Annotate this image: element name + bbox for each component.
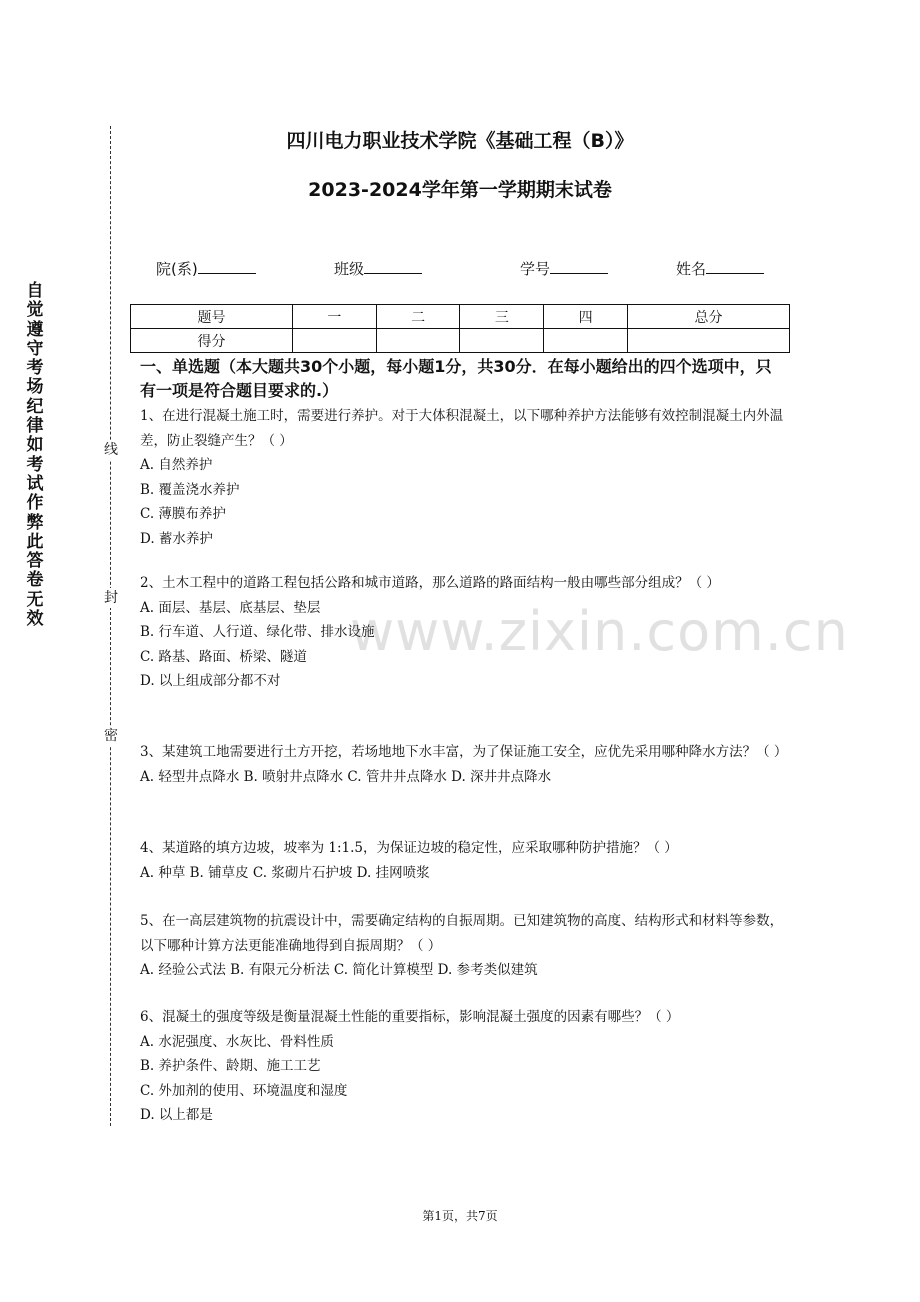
score-cell[interactable] — [628, 329, 790, 353]
question-option: C. 外加剂的使用、环境温度和湿度 — [140, 1082, 348, 1099]
question-4 — [140, 836, 785, 885]
department-label: 院(系) — [156, 260, 198, 278]
score-header-cell: 题号 — [131, 305, 293, 329]
score-header-cell: 四 — [544, 305, 628, 329]
question-option: C. 路基、路面、桥梁、隧道 — [140, 648, 307, 665]
score-header-cell: 一 — [292, 305, 376, 329]
question-option: C. 薄膜布养护 — [140, 506, 226, 522]
question-option: D. 以上组成部分都不对 — [140, 673, 281, 689]
question-option: A. 面层、基层、底基层、垫层 — [140, 599, 321, 616]
question-option: D. 蓄水养护 — [140, 530, 213, 547]
question-option: A. 种草 B. 铺草皮 C. 浆砌片石护坡 D. 挂网喷浆 — [140, 864, 430, 881]
seal-dashed-line — [110, 126, 111, 1126]
page-footer: 第1页，共7页 — [422, 1209, 498, 1223]
student-id-blank — [550, 259, 608, 274]
question-option: B. 覆盖浇水养护 — [140, 481, 240, 498]
seal-mark-secret: 密 — [104, 728, 118, 744]
watermark: www.zixin.com.cn — [350, 600, 849, 663]
seal-mark-line: 线 — [104, 442, 118, 458]
question-option: A. 经验公式法 B. 有限元分析法 C. 简化计算模型 D. 参考类似建筑 — [140, 962, 538, 978]
question-option: A. 轻型井点降水 B. 喷射井点降水 C. 管井井点降水 D. 深井井点降水 — [140, 768, 552, 785]
question-1 — [140, 404, 785, 551]
class-label: 班级 — [334, 260, 365, 278]
question-6 — [140, 1005, 785, 1128]
score-table — [130, 304, 790, 353]
score-header-cell: 三 — [460, 305, 544, 329]
exam-title: 四川电力职业技术学院《基础工程（B）》 — [286, 130, 634, 152]
question-stem: 4、某道路的填方边坡，坡率为 1:1.5，为保证边坡的稳定性，应采取哪种防护措施？（ ） — [140, 840, 678, 856]
score-cell[interactable] — [376, 329, 460, 353]
question-option: D. 以上都是 — [140, 1107, 213, 1123]
class-field — [334, 258, 422, 279]
department-blank — [198, 259, 256, 274]
section-heading: 一、单选题（本大题共30个小题，每小题1分，共30分．在每小题给出的四个选项中，只有一项是符合题目要求的.） — [140, 357, 772, 400]
department-field — [156, 258, 256, 279]
score-header-cell: 二 — [376, 305, 460, 329]
score-header-cell: 总分 — [628, 305, 790, 329]
name-field — [676, 258, 764, 279]
score-table-score-row — [131, 329, 790, 353]
exam-subtitle: 2023-2024学年第一学期期末试卷 — [308, 179, 612, 201]
question-option: B. 行车道、人行道、绿化带、排水设施 — [140, 624, 375, 640]
student-id-field — [520, 258, 608, 279]
question-5 — [140, 909, 785, 983]
question-option: A. 水泥强度、水灰比、骨料性质 — [140, 1033, 334, 1050]
seal-mark-seal: 封 — [104, 590, 118, 606]
question-3 — [140, 740, 788, 789]
score-table-header-row — [131, 305, 790, 329]
question-stem: 2、土木工程中的道路工程包括公路和城市道路，那么道路的路面结构一般由哪些部分组成？（ ） — [140, 575, 720, 591]
student-id-label: 学号 — [520, 260, 551, 278]
exam-discipline-warning: 自觉遵守考场纪律如考试作弊此答卷无效 — [26, 281, 44, 630]
score-cell[interactable] — [460, 329, 544, 353]
question-option: B. 养护条件、龄期、施工工艺 — [140, 1058, 321, 1074]
question-option: A. 自然养护 — [140, 457, 213, 473]
question-stem: 3、某建筑工地需要进行土方开挖，若场地地下水丰富，为了保证施工安全，应优先采用哪种降水方法？（ ） — [140, 744, 788, 760]
score-row-label: 得分 — [131, 329, 293, 353]
question-stem: 6、混凝土的强度等级是衡量混凝土性能的重要指标，影响混凝土强度的因素有哪些？（ ） — [140, 1009, 680, 1025]
name-blank — [706, 259, 764, 274]
name-label: 姓名 — [676, 260, 707, 278]
question-stem: 1、在进行混凝土施工时，需要进行养护。对于大体积混凝土，以下哪种养护方法能够有效控制混凝土内外温差，防止裂缝产生？（ ） — [140, 408, 784, 449]
question-stem: 5、在一高层建筑物的抗震设计中，需要确定结构的自振周期。已知建筑物的高度、结构形式和材料等参数，以下哪种计算方法更能准确地得到自振周期？（ ） — [140, 913, 784, 954]
class-blank — [364, 259, 422, 274]
score-cell[interactable] — [292, 329, 376, 353]
score-cell[interactable] — [544, 329, 628, 353]
